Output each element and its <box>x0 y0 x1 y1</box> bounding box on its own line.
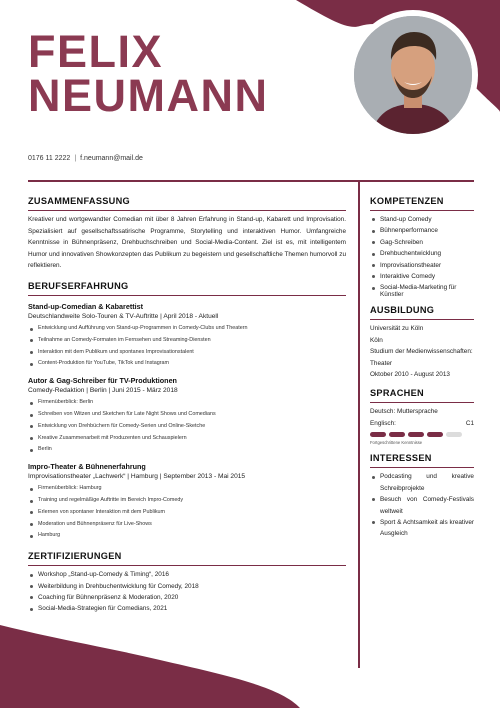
language-native: Deutsch: Muttersprache <box>370 408 438 416</box>
contact-separator: | <box>74 155 77 162</box>
contact-line <box>28 155 143 162</box>
education-dates: Oktober 2010 - August 2013 <box>370 371 450 379</box>
header-divider <box>28 180 474 182</box>
language-level-segment <box>446 432 462 437</box>
portrait-illustration <box>354 16 472 134</box>
job-title: Autor & Gag-Schreiber für TV-Produktionen <box>28 376 177 386</box>
experience-heading: BERUFSERFAHRUNG <box>28 281 346 296</box>
job-bullets <box>28 397 346 456</box>
language-english-label: Englisch: <box>370 419 396 427</box>
education-university: Universität zu Köln <box>370 325 424 333</box>
list-item: Moderation und Bühnenpräsenz für Live-Shows <box>28 519 346 531</box>
list-item: Besuch von Comedy-Festivals weltweit <box>370 494 474 517</box>
candidate-name <box>28 26 269 121</box>
job-entry <box>28 302 346 370</box>
education-city: Köln <box>370 336 383 344</box>
list-item: Interaktive Comedy <box>370 271 474 282</box>
interests-list <box>370 471 474 539</box>
list-item: Teilnahme an Comedy-Formaten im Fernsehen und Streaming-Diensten <box>28 335 346 347</box>
left-column <box>28 196 346 615</box>
list-item: Berlin <box>28 444 346 456</box>
job-title: Impro-Theater & Bühnenerfahrung <box>28 462 146 472</box>
list-item: Workshop „Stand-up-Comedy & Timing“, 2016 <box>28 569 346 580</box>
list-item: Content-Produktion für YouTube, TikTok und Instagram <box>28 358 346 370</box>
list-item: Erlernen von spontaner Interaktion mit dem Publikum <box>28 507 346 519</box>
column-divider <box>358 182 360 668</box>
list-item: Gag-Schreiben <box>370 237 474 248</box>
language-level-segment <box>389 432 405 437</box>
phone-number: 0176 11 2222 <box>28 155 71 162</box>
list-item: Coaching für Bühnenpräsenz & Moderation, 2020 <box>28 592 346 603</box>
languages-heading: SPRACHEN <box>370 388 474 403</box>
list-item: Entwicklung und Aufführung von Stand-up-Programmen in Comedy-Clubs und Theatern <box>28 323 346 335</box>
first-name: FELIX <box>28 26 164 77</box>
language-english-level: C1 <box>465 419 474 427</box>
last-name: NEUMANN <box>28 70 269 121</box>
profile-photo-frame <box>348 10 478 140</box>
summary-text: Kreativer und wortgewandter Comedian mit über 8 Jahren Erfahrung in Stand-up, Kabarett und Improvisation. Spezialisiert auf gesellschaftssatirische Programme, Storytelling und interaktiven Humor. Umfangreiche Kenntnisse in Bühnenpräsenz, Drehbuchschreiben und Social-Media-Content. Ziel ist es, mit intelligentem Humor und innovativen Showkonzepten das Publikum zu begeistern und gesellschaftliche Themen humorvoll zu reflektieren. <box>28 216 346 270</box>
email-address[interactable]: f.neumann@mail.de <box>80 155 143 162</box>
language-level-text: Fortgeschrittene Kenntnisse <box>370 440 423 446</box>
list-item: Entwicklung von Drehbüchern für Comedy-Serien und Online-Sketche <box>28 421 346 433</box>
job-subtitle: Improvisationstheater „Lachwerk“ | Hamburg | September 2013 - Mai 2015 <box>28 473 246 481</box>
profile-photo <box>354 16 472 134</box>
language-level-segment <box>408 432 424 437</box>
list-item: Social-Media-Strategien für Comedians, 2021 <box>28 603 346 614</box>
list-item: Training und regelmäßige Auftritte im Bereich Impro-Comedy <box>28 495 346 507</box>
job-subtitle: Comedy-Redaktion | Berlin | Juni 2015 - März 2018 <box>28 387 178 395</box>
list-item: Weiterbildung in Drehbuchentwicklung für Comedy, 2018 <box>28 581 346 592</box>
list-item: Schreiben von Witzen und Sketchen für Late Night Shows und Comedians <box>28 409 346 421</box>
certifications-list <box>28 569 346 615</box>
list-item: Social-Media-Marketing für Künstler <box>370 282 474 298</box>
list-item: Sport & Achtsamkeit als kreativer Ausgleich <box>370 517 474 540</box>
education-degree: Studium der Medienwissenschaften: Theater <box>370 348 473 367</box>
skills-heading: KOMPETENZEN <box>370 196 474 211</box>
education-heading: AUSBILDUNG <box>370 305 474 320</box>
interests-heading: INTERESSEN <box>370 453 474 468</box>
list-item: Kreative Zusammenarbeit mit Produzenten und Schauspielern <box>28 433 346 445</box>
summary-heading: ZUSAMMENFASSUNG <box>28 196 346 211</box>
list-item: Hamburg <box>28 530 346 542</box>
list-item: Drehbuchentwicklung <box>370 248 474 259</box>
job-entry <box>28 376 346 456</box>
certifications-heading: ZERTIFIZIERUNGEN <box>28 551 346 566</box>
language-level-segment <box>370 432 386 437</box>
language-level-segment <box>427 432 443 437</box>
right-column <box>370 196 474 540</box>
list-item: Improvisationstheater <box>370 260 474 271</box>
language-level-bars <box>370 432 474 437</box>
job-subtitle: Deutschlandweite Solo-Touren & TV-Auftritte | April 2018 - Aktuell <box>28 312 219 320</box>
list-item: Firmenüberblick: Hamburg <box>28 483 346 495</box>
list-item: Interaktion mit dem Publikum und spontanes Improvisationstalent <box>28 347 346 359</box>
job-bullets <box>28 483 346 542</box>
list-item: Firmenüberblick: Berlin <box>28 397 346 409</box>
job-entry <box>28 462 346 542</box>
job-bullets <box>28 323 346 370</box>
skills-list <box>370 214 474 298</box>
language-english-row <box>370 418 474 429</box>
list-item: Stand-up Comedy <box>370 214 474 225</box>
job-title: Stand-up-Comedian & Kabarettist <box>28 301 144 311</box>
list-item: Bühnenperformance <box>370 225 474 236</box>
list-item: Podcasting und kreative Schreibprojekte <box>370 471 474 494</box>
